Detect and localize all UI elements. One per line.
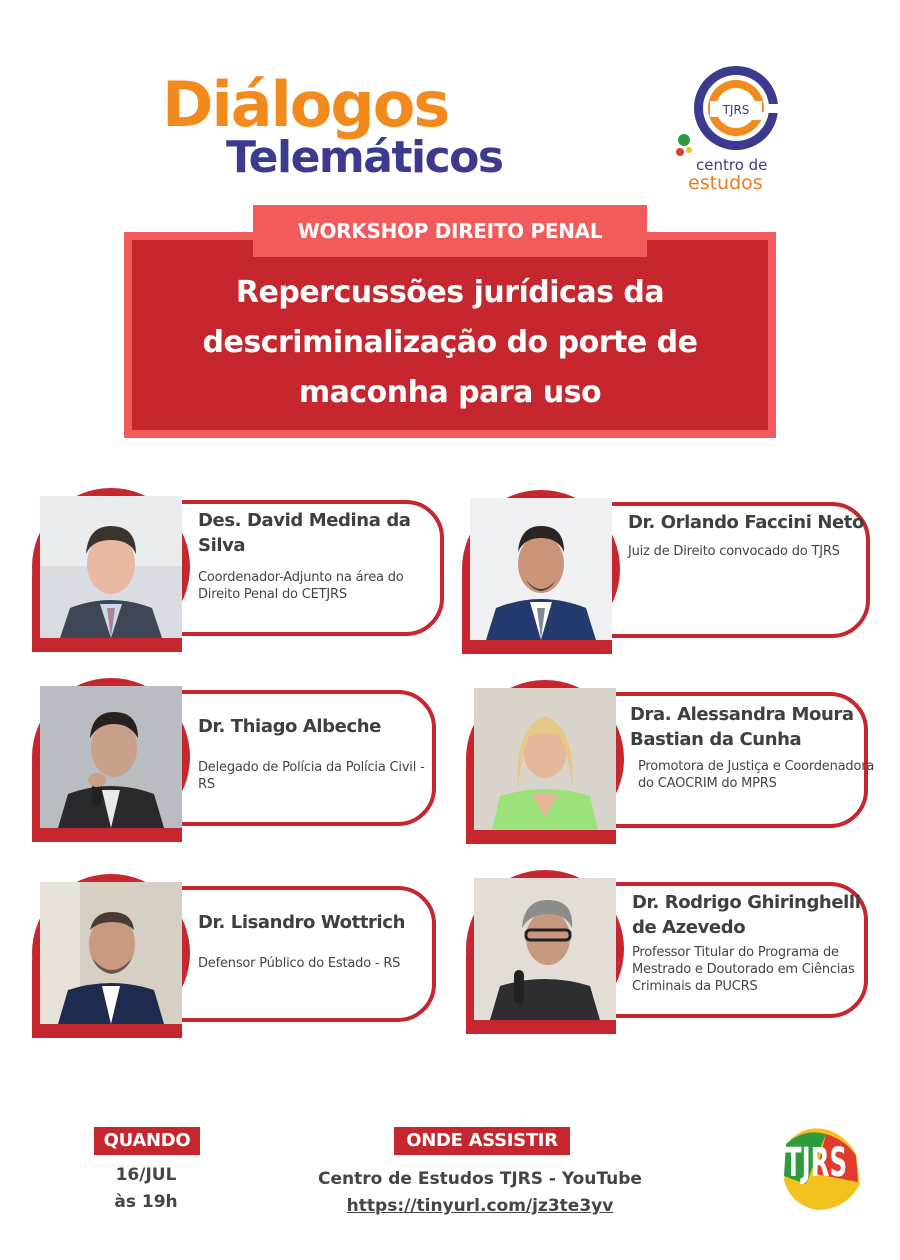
tjrs-logo-letters: TJRS: [785, 1140, 847, 1186]
tjrs-badge-icon: [710, 100, 762, 118]
speaker-photo: [474, 878, 616, 1020]
speaker-info: [198, 714, 436, 793]
speaker-photo: [40, 496, 182, 638]
speaker-role: Professor Titular do Programa de Mestrado e Doutorado em Ciências Criminais da PUCRS: [632, 945, 855, 994]
speaker-card: [466, 870, 878, 1034]
ce-caption-line2: estudos: [688, 172, 763, 194]
event-title-box: [132, 240, 768, 430]
logo-title-line1: Diálogos: [162, 68, 449, 141]
stream-link[interactable]: https://tinyurl.com/jz3te3yv: [346, 1196, 614, 1216]
tjrs-flag-icon: [776, 1114, 866, 1214]
event-date: 16/JUL: [115, 1165, 177, 1185]
speaker-card: [462, 490, 874, 654]
speaker-info: [628, 510, 866, 560]
when-label: QUANDO: [94, 1127, 200, 1155]
speaker-portrait-icon: [474, 878, 616, 1020]
speaker-role: Promotora de Justiça e Coordenadora do CAOCRIM do MPRS: [638, 759, 875, 791]
speaker-name: Dra. Alessandra Moura Bastian da Cunha: [630, 704, 854, 750]
speaker-portrait-icon: [40, 686, 182, 828]
speaker-info: [198, 910, 436, 972]
speaker-photo: [470, 498, 612, 640]
speaker-photo: [474, 688, 616, 830]
tjrs-flag-logo: [776, 1114, 866, 1214]
speaker-name: Dr. Lisandro Wottrich: [198, 912, 405, 933]
event-date-time: [96, 1162, 196, 1216]
speaker-role: Juiz de Direito convocado do TJRS: [628, 544, 840, 559]
event-title-line: descriminalização do porte de: [202, 325, 698, 360]
logo-title-line2: Telemáticos: [226, 132, 503, 183]
speaker-photo: [40, 686, 182, 828]
speaker-role: Delegado de Polícia da Polícia Civil - RS: [198, 760, 425, 792]
speaker-card: [466, 680, 878, 844]
event-time: às 19h: [114, 1192, 178, 1212]
speaker-name: Dr. Rodrigo Ghiringhelli de Azevedo: [632, 892, 861, 938]
ce-caption-line1: centro de: [696, 156, 768, 174]
speaker-portrait-icon: [474, 688, 616, 830]
where-info: [290, 1166, 670, 1220]
speaker-role: Coordenador-Adjunto na área do Direito Penal do CETJRS: [198, 570, 404, 602]
speaker-photo: [40, 882, 182, 1024]
speaker-portrait-icon: [40, 496, 182, 638]
ce-badge-text: TJRS: [722, 103, 750, 117]
centro-de-estudos-logo: [670, 60, 800, 200]
speaker-portrait-icon: [40, 882, 182, 1024]
workshop-tag: WORKSHOP DIREITO PENAL: [253, 205, 647, 257]
speaker-role: Defensor Público do Estado - RS: [198, 956, 401, 971]
dialogos-telematicos-logo: [162, 70, 582, 190]
speaker-name: Des. David Medina da Silva: [198, 510, 411, 556]
event-title-line: Repercussões jurídicas da: [235, 275, 665, 310]
ce-caption: [688, 156, 798, 192]
speaker-name: Dr. Thiago Albeche: [198, 716, 381, 737]
speaker-card: [32, 678, 444, 842]
channel-name: Centro de Estudos TJRS - YouTube: [318, 1169, 642, 1189]
event-title: [132, 268, 768, 418]
speaker-info: [198, 508, 436, 603]
speaker-card: [32, 488, 444, 652]
event-title-banner: [124, 232, 776, 438]
where-label: ONDE ASSISTIR: [394, 1127, 570, 1155]
speaker-name: Dr. Orlando Faccini Neto: [628, 512, 864, 533]
speaker-card: [32, 874, 444, 1038]
speaker-portrait-icon: [470, 498, 612, 640]
speaker-info: [630, 702, 878, 792]
event-title-line: maconha para uso: [298, 375, 602, 410]
speaker-info: [632, 890, 878, 995]
